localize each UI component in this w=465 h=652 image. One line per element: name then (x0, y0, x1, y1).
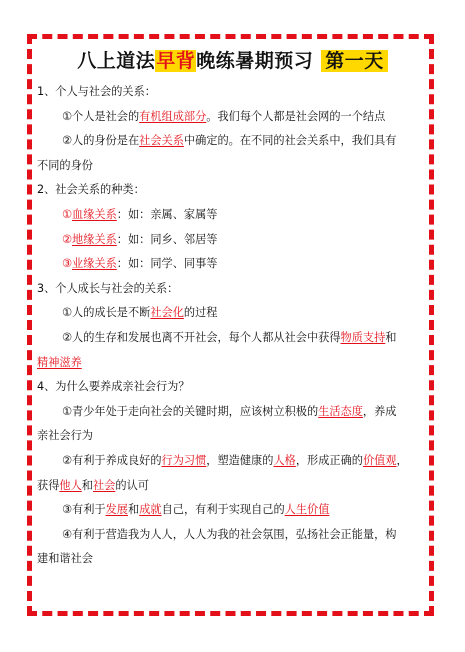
text: 。我们每个人都是社会网的一个结点 (206, 109, 386, 123)
document-body (37, 80, 437, 572)
title-part2: 晚练暑期预习 (196, 50, 314, 72)
marker: ① (62, 207, 73, 221)
text: ④有利于营造我为人人，人人为我的社会氛围，弘扬社会正能量，构 (62, 527, 397, 541)
section-heading-2 (37, 178, 437, 203)
text: 中确定的。在不同的社会关系中，我们具有 (183, 134, 397, 148)
text: ，形成正确的 (295, 453, 363, 467)
text: ：如：亲属、家属等 (116, 207, 218, 221)
keyword: 成就 (139, 503, 162, 517)
keyword: 业缘关系 (72, 257, 117, 271)
point-1-2 (37, 129, 437, 154)
text: 和 (127, 503, 140, 517)
point-4-1-cont (37, 424, 437, 449)
text: ③有利于 (62, 503, 106, 517)
text: 4、为什么要养成亲社会行为？ (37, 380, 190, 394)
keyword: 价值观 (362, 453, 397, 467)
point-1-2-cont (37, 154, 437, 179)
text: 和 (81, 478, 93, 492)
text: ①人的成长是不断 (62, 306, 151, 320)
text: 自己，有利于实现自己的 (161, 503, 285, 517)
marker: ② (62, 232, 73, 246)
point-3-2-cont (37, 351, 437, 376)
keyword: 人格 (273, 453, 296, 467)
title-day-badge: 第一天 (321, 50, 388, 72)
keyword: 人生价值 (284, 503, 330, 517)
text: 2、社会关系的种类： (37, 183, 145, 197)
keyword: 血缘关系 (72, 207, 117, 221)
text: 不同的身份 (37, 158, 93, 172)
keyword: 地缘关系 (72, 232, 117, 246)
point-2-2 (37, 228, 437, 253)
point-4-2 (37, 449, 437, 474)
text: 1、个人与社会的关系： (37, 85, 156, 98)
text: ：如：同乡、邻居等 (116, 232, 218, 246)
marker: ③ (62, 257, 73, 271)
point-4-1 (37, 400, 437, 425)
text: ②人的身份是在 (62, 134, 140, 148)
point-3-1 (37, 301, 437, 326)
text: ②人的生存和发展也离不开社会，每个人都从社会中获得 (62, 330, 341, 344)
text: ①青少年处于走向社会的关键时期，应该树立积极的 (62, 404, 319, 418)
text: 的认可 (115, 478, 149, 492)
text: 3、个人成长与社会的关系： (37, 281, 179, 295)
keyword: 他人 (59, 478, 82, 492)
keyword: 社会关系 (139, 134, 184, 148)
text: ，养成 (362, 404, 397, 418)
page-title (0, 46, 465, 73)
section-heading-1 (37, 80, 437, 105)
text: 亲社会行为 (37, 429, 93, 443)
keyword: 社会化 (150, 306, 184, 320)
text: ，塑造健康的 (206, 453, 274, 467)
text: 获得 (37, 478, 60, 492)
keyword: 社会 (92, 478, 116, 492)
point-2-1 (37, 203, 437, 228)
point-3-2 (37, 326, 437, 351)
point-4-3 (37, 498, 437, 523)
text: 的过程 (183, 306, 218, 320)
text: ②有利于养成良好的 (62, 453, 162, 467)
text: ①个人是社会的 (62, 109, 140, 123)
point-4-4 (37, 523, 437, 548)
keyword: 生活态度 (318, 404, 363, 418)
point-4-4-cont (37, 547, 437, 572)
point-2-3 (37, 252, 437, 277)
text: ：如：同学、同事等 (116, 257, 218, 271)
text: 和 (385, 330, 397, 344)
point-4-2-cont (37, 474, 437, 499)
text: ， (396, 453, 408, 467)
point-1-1 (37, 105, 437, 130)
keyword: 物质支持 (340, 330, 386, 344)
section-heading-4 (37, 375, 437, 400)
section-heading-3 (37, 277, 437, 302)
keyword: 发展 (105, 503, 128, 517)
text: 建和谐社会 (37, 552, 93, 566)
keyword: 行为习惯 (161, 453, 207, 467)
keyword: 有机组成部分 (139, 109, 207, 123)
title-part1: 八上道法 (77, 50, 156, 72)
title-highlight: 早背 (156, 50, 196, 72)
keyword: 精神滋养 (37, 355, 82, 369)
